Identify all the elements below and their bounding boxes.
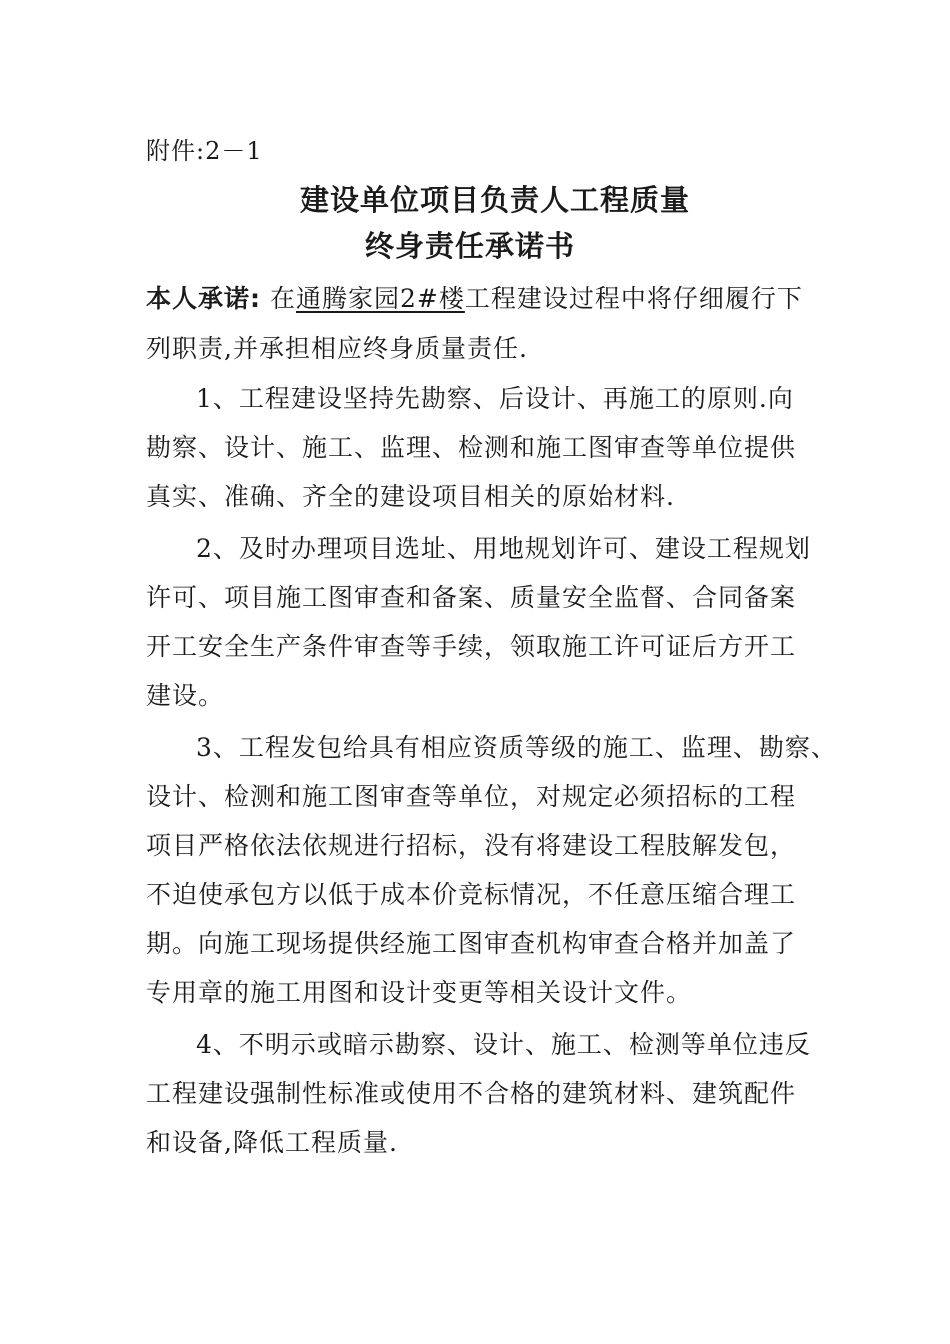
- item-1-line-2: 勘察、设计、施工、监理、检测和施工图审查等单位提供: [146, 433, 797, 462]
- item-1-line-1: 1、工程建设坚持先勘察、后设计、再施工的原则.向: [196, 384, 794, 413]
- pledge-lead: 本人承诺:: [146, 284, 261, 313]
- document-title-line-2: 终身责任承诺书: [364, 229, 575, 263]
- item-3-line-2: 设计、检测和施工图审查等单位，对规定必须招标的工程: [146, 782, 797, 811]
- item-3-line-5: 期。向施工现场提供经施工图审查机构审查合格并加盖了: [146, 929, 797, 958]
- pledge-line-1: [146, 284, 803, 314]
- item-4-line-1: 4、不明示或暗示勘察、设计、施工、检测等单位违反: [196, 1030, 811, 1059]
- item-3-line-6: 专用章的施工用图和设计变更等相关设计文件。: [146, 978, 693, 1007]
- item-3-line-4: 不迫使承包方以低于成本价竞标情况，不任意压缩合理工: [146, 880, 797, 909]
- pledge-line-2: 列职责,并承担相应终身质量责任.: [146, 334, 528, 363]
- item-3-line-1: 3、工程发包给具有相应资质等级的施工、监理、勘察、: [196, 733, 837, 762]
- item-4-line-2: 工程建设强制性标准或使用不合格的建筑材料、建筑配件: [146, 1079, 797, 1108]
- item-3-line-3: 项目严格依法依规进行招标，没有将建设工程肢解发包，: [146, 831, 797, 860]
- attachment-label: 附件:2－1: [146, 137, 263, 165]
- item-2-line-2: 许可、项目施工图审查和备案、质量安全监督、合同备案: [146, 583, 797, 612]
- pledge-post: 工程建设过程中将仔细履行下: [464, 284, 803, 313]
- pledge-pre: 在: [269, 284, 296, 313]
- item-4-line-3: 和设备,降低工程质量.: [146, 1128, 398, 1157]
- item-2-line-4: 建设。: [146, 681, 225, 710]
- project-name: 通腾家园2#楼: [295, 284, 465, 313]
- item-2-line-3: 开工安全生产条件审查等手续，领取施工许可证后方开工: [146, 632, 797, 661]
- document-title-line-1: 建设单位项目负责人工程质量: [299, 183, 690, 217]
- item-2-line-1: 2、及时办理项目选址、用地规划许可、建设工程规划: [196, 534, 811, 563]
- item-1-line-3: 真实、准确、齐全的建设项目相关的原始材料.: [146, 482, 675, 511]
